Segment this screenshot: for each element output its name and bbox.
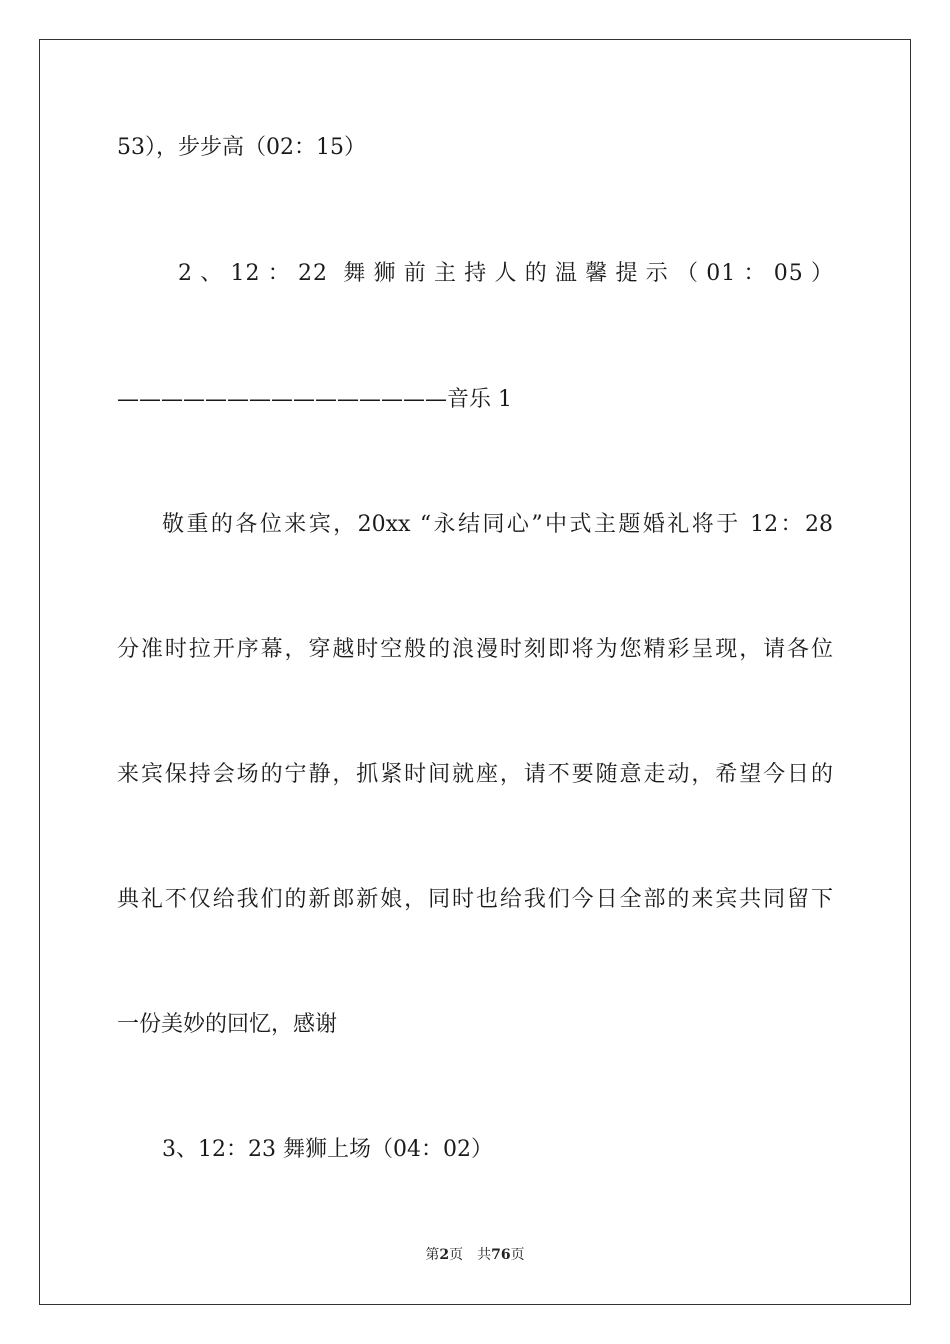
section-heading-3: 3、12：23 舞狮上场（04：02） bbox=[162, 1137, 493, 1162]
paragraph-line-2: 分准时拉开序幕，穿越时空般的浪漫时刻即将为您精彩呈现，请各位 bbox=[117, 637, 833, 662]
footer-page-suffix: 页 bbox=[449, 1247, 464, 1263]
page-border bbox=[39, 39, 911, 1305]
footer-page-prefix: 第 bbox=[425, 1247, 440, 1263]
footer-total-pages: 76 bbox=[491, 1247, 511, 1263]
text-line-1: 53），步步高（02：15） bbox=[117, 135, 366, 160]
page-footer bbox=[0, 1245, 950, 1265]
paragraph-line-5: 一份美妙的回忆，感谢 bbox=[117, 1012, 338, 1037]
paragraph-line-3: 来宾保持会场的宁静，抓紧时间就座，请不要随意走动，希望今日的 bbox=[117, 762, 833, 787]
music-cue-line: ———————————————音乐 1 bbox=[117, 387, 512, 412]
footer-total-prefix: 共 bbox=[477, 1247, 492, 1263]
footer-total-suffix: 页 bbox=[510, 1247, 525, 1263]
section-heading-2: 2、12：22 舞狮前主持人的温馨提示（01：05） bbox=[178, 261, 834, 286]
paragraph-line-4: 典礼不仅给我们的新郎新娘，同时也给我们今日全部的来宾共同留下 bbox=[117, 887, 833, 912]
paragraph-line-1: 敬重的各位来宾，20xx “永结同心”中式主题婚礼将于 12：28 bbox=[162, 512, 833, 537]
footer-page-number: 2 bbox=[439, 1247, 450, 1263]
